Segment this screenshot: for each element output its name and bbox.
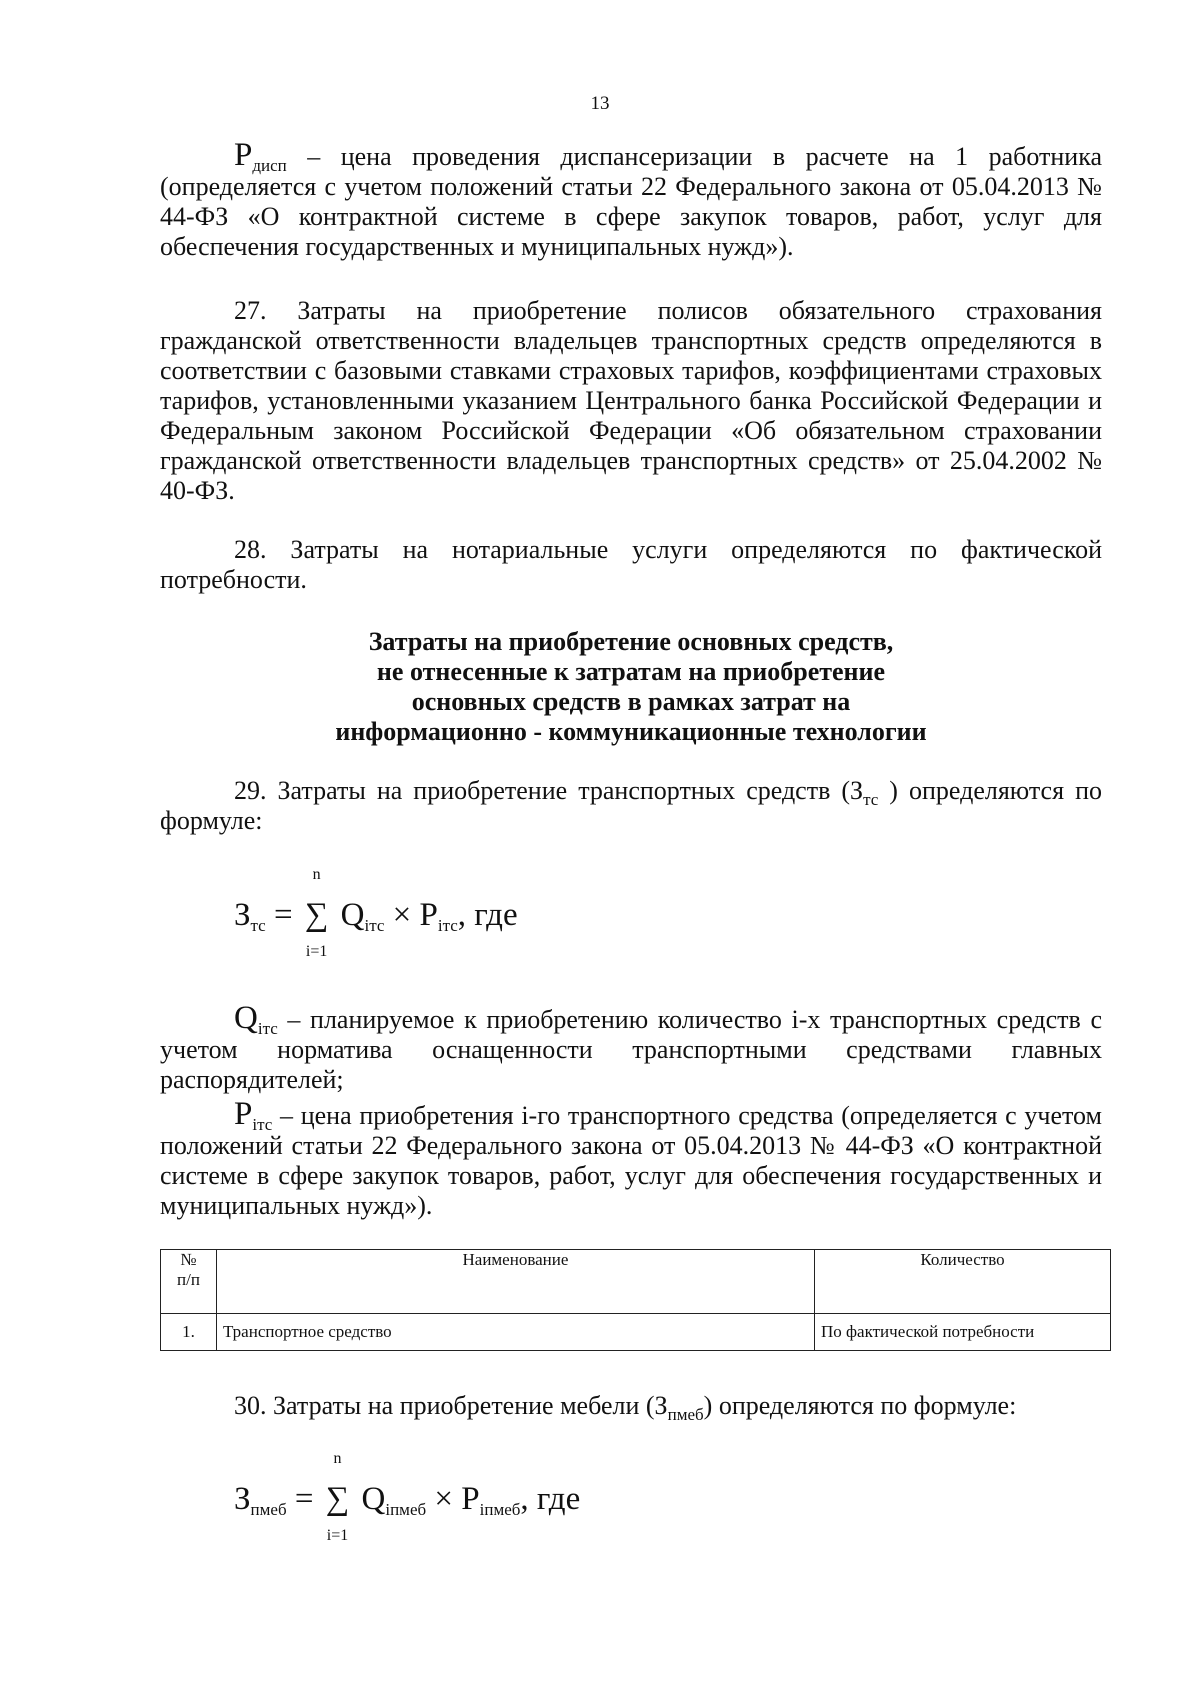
section-heading (160, 627, 1102, 747)
row-qty: По фактической потребности (815, 1314, 1111, 1351)
q-itc-text: – планируемое к приобретению количество i-х транспортных средств с учетом норматива оснащенности транспортными средствами главных распорядителей; (160, 1005, 1102, 1094)
header-name: Наименование (216, 1250, 814, 1314)
formula-29-sum-top: n (312, 866, 321, 883)
vehicle-table (160, 1249, 1111, 1351)
item-30-text-before: 30. Затраты на приобретение мебели (З (234, 1391, 668, 1420)
formula-30-q-sub: iпмеб (385, 1500, 427, 1519)
section-heading-line2: не отнесенные к затратам на приобретение (376, 657, 886, 686)
q-itc-definition (160, 1000, 1102, 1095)
header-num-line1: № (180, 1250, 197, 1269)
summation-icon: ∑ n i=1 (325, 1450, 350, 1544)
formula-29-sum-bottom: i=1 (305, 943, 328, 960)
table-row (161, 1314, 1111, 1351)
formula-29 (234, 866, 518, 960)
q-itc-symbol: Q (234, 1000, 258, 1036)
p-itc-subscript: iтс (252, 1115, 273, 1134)
section-heading-line4: информационно - коммуникационные технологии (335, 717, 927, 746)
header-num (161, 1250, 217, 1314)
formula-29-p-sub: iтс (437, 916, 458, 935)
item-30-subscript: пмеб (667, 1405, 704, 1424)
formula-30-sum-top: n (333, 1450, 342, 1467)
header-qty: Количество (815, 1250, 1111, 1314)
formula-29-lhs: З (234, 897, 251, 933)
formula-29-times: × (392, 897, 412, 933)
item-30-text-after: ) определяются по формуле: (703, 1391, 1017, 1420)
p-disp-subscript: дисп (252, 156, 287, 175)
item-29-subscript: тс (863, 790, 879, 809)
formula-30-p-sub: iпмеб (479, 1500, 521, 1519)
item-29-text-before: 29. Затраты на приобретение транспортных средств (З (234, 776, 864, 805)
formula-30-p: P (461, 1481, 480, 1517)
formula-30-q: Q (361, 1481, 386, 1517)
formula-29-q-sub: iтс (364, 916, 385, 935)
p-disp-definition (160, 137, 1102, 262)
formula-29-q: Q (340, 897, 365, 933)
section-heading-line3: основных средств в рамках затрат на (411, 687, 851, 716)
formula-30-lhs: З (234, 1481, 251, 1517)
section-heading-line1: Затраты на приобретение основных средств, (368, 627, 894, 656)
p-itc-definition (160, 1096, 1102, 1221)
item-30-paragraph (160, 1391, 1102, 1424)
q-itc-subscript: iтс (257, 1019, 278, 1038)
p-disp-text: – цена проведения диспансеризации в расчете на 1 работника (определяется с учетом положений статьи 22 Федерального закона от 05.04.2013 № 44-ФЗ «О контрактной системе в сфере закупок товаров, работ, услуг для обеспечения государственных и муниципальных нужд»). (160, 142, 1102, 261)
formula-30-sum-bottom: i=1 (326, 1527, 349, 1544)
table-header-row (161, 1250, 1111, 1314)
item-29-paragraph (160, 776, 1102, 836)
formula-30-lhs-sub: пмеб (250, 1500, 287, 1519)
formula-30 (234, 1450, 581, 1544)
item-27-paragraph: 27. Затраты на приобретение полисов обязательного страхования гражданской ответственности владельцев транспортных средств определяются в соответствии с базовыми ставками страховых тарифов, коэффициентами страховых тарифов, установленными указанием Центрального банка Российской Федерации и Федеральным законом Российской Федерации «Об обязательном страховании гражданской ответственности владельцев транспортных средств» от 25.04.2002 № 40-ФЗ. (160, 296, 1102, 505)
formula-29-p: P (419, 897, 438, 933)
formula-29-tail: , где (457, 897, 518, 933)
header-num-line2: п/п (177, 1270, 200, 1289)
row-num: 1. (161, 1314, 217, 1351)
formula-30-times: × (434, 1481, 454, 1517)
page-number: 13 (590, 93, 610, 114)
p-itc-symbol: P (234, 1096, 253, 1132)
formula-30-tail: , где (520, 1481, 581, 1517)
item-29-text-after: ) определяются по формуле: (160, 776, 1102, 835)
row-name: Транспортное средство (216, 1314, 814, 1351)
p-itc-text: – цена приобретения i-го транспортного средства (определяется с учетом положений статьи 22 Федерального закона от 05.04.2013 № 44-ФЗ «О контрактной системе в сфере закупок товаров, работ, услуг для обеспечения государственных и муниципальных нужд»). (160, 1101, 1102, 1220)
item-28-paragraph: 28. Затраты на нотариальные услуги определяются по фактической потребности. (160, 535, 1102, 594)
formula-29-equals: = (273, 897, 293, 933)
formula-30-equals: = (294, 1481, 314, 1517)
p-disp-symbol: P (234, 137, 253, 173)
formula-29-lhs-sub: тс (250, 916, 266, 935)
summation-icon: ∑ n i=1 (304, 866, 329, 960)
